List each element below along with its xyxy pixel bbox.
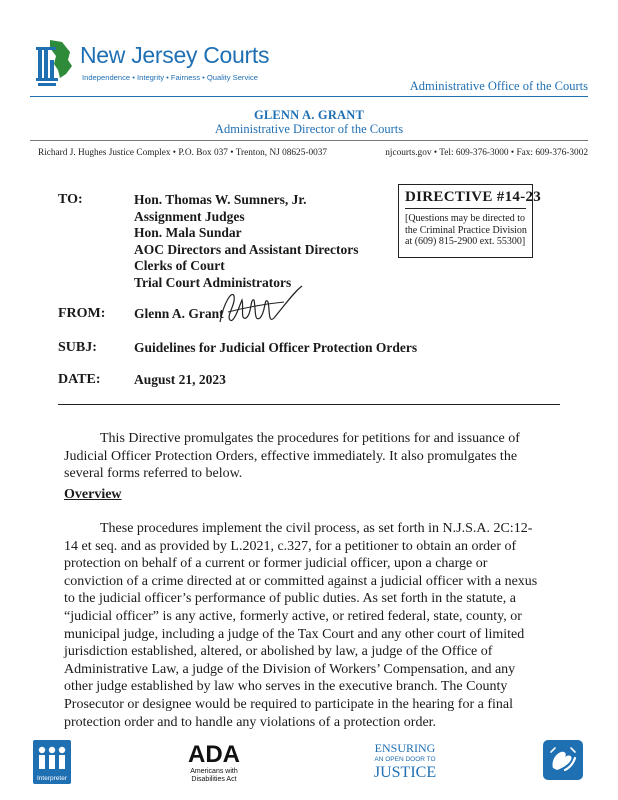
text-line: These procedures implement the civil process, as set forth in N.J.S.A. 2C:12-	[100, 521, 533, 536]
director-title: Administrative Director of the Courts	[214, 122, 404, 136]
note-line: the Criminal Practice Division	[405, 224, 527, 236]
text-line: protection order and to handle any violations of a protection order.	[64, 714, 437, 730]
intro-paragraph	[64, 430, 556, 483]
justice-line-2: AN OPEN DOOR TO	[374, 756, 436, 763]
text-line: protection on behalf of a current or former judicial officer, upon a charge or	[64, 556, 488, 572]
to-recipients	[134, 192, 358, 291]
office-name: Administrative Office of the Courts	[409, 79, 588, 93]
recipient: Trial Court Administrators	[134, 274, 292, 290]
director-name: GLENN A. GRANT	[253, 108, 365, 122]
text-line: This Directive promulgates the procedures for petitions for and issuance of	[100, 431, 520, 446]
text-line: municipal judge, including a judge of the Tax Court and any other court of limited	[64, 626, 525, 642]
text-line: conviction of a crime directed at or committed against a judicial officer with a nexus	[64, 573, 538, 589]
recipient: Assignment Judges	[134, 208, 245, 224]
org-tagline: Independence • Integrity • Fairness • Quality Service	[82, 73, 258, 82]
interpreter-icon	[33, 740, 71, 784]
directive-number: DIRECTIVE #14-23	[405, 189, 526, 209]
directive-contact-note	[405, 213, 526, 248]
from-value: Glenn A. Grant	[134, 306, 224, 321]
text-line: Judicial Officer Protection Orders, effective immediately. It also promulgates the	[64, 448, 518, 464]
recipient: Hon. Thomas W. Sumners, Jr.	[134, 192, 307, 207]
text-line: 14 et seq. and as provided by L.2021, c.327, for a petitioner to obtain an order of	[64, 538, 517, 554]
note-line: at (609) 815-2900 ext. 55300]	[405, 236, 526, 247]
sign-language-icon	[543, 740, 583, 780]
interpreter-label: Interpreter	[37, 775, 67, 782]
ada-subtitle-2: Disabilities Act	[191, 776, 237, 783]
recipient: Clerks of Court	[134, 258, 225, 273]
recipient: Hon. Mala Sundar	[134, 225, 242, 240]
subj-label: SUBJ:	[58, 340, 97, 355]
justice-line-1: ENSURING	[374, 741, 436, 755]
open-door-to-justice-logo	[368, 740, 442, 784]
subject: Guidelines for Judicial Officer Protection Orders	[134, 340, 418, 355]
text-line: “judicial officer” is any active, formerly active, or retired federal, state, county, or	[64, 608, 522, 624]
ada-logo	[184, 740, 244, 786]
text-line: several forms referred to below.	[64, 466, 243, 482]
memo-divider	[58, 404, 560, 405]
mailing-address: Richard J. Hughes Justice Complex • P.O. Box 037 • Trenton, NJ 08625-0037	[38, 148, 328, 158]
justice-line-3: JUSTICE	[373, 764, 437, 781]
overview-paragraph	[64, 520, 556, 731]
text-line: jurisdiction established, altered, or abolished by law, a judge of the Office of	[64, 644, 493, 660]
recipient: AOC Directors and Assistant Directors	[134, 241, 359, 257]
directive-box	[398, 184, 542, 258]
address-divider	[30, 140, 588, 141]
text-line: Prosecutor or designee would be required to participate in the hearing for a final	[64, 696, 514, 712]
text-line: to the judicial officer’s performance of public duties. As set forth in the statute, a	[64, 591, 517, 607]
nj-courts-logo-icon	[36, 38, 80, 88]
date-label: DATE:	[58, 372, 101, 387]
text-line: Administrative Law, a judge of the Division of Workers’ Compensation, and any	[64, 661, 516, 677]
ada-title: ADA	[188, 741, 240, 768]
text-line: other judge established by law who serves in the executive branch. The County	[64, 679, 508, 695]
contact-info: njcourts.gov • Tel: 609-376-3000 • Fax: 609-376-3002	[385, 148, 588, 158]
overview-heading: Overview	[64, 487, 122, 502]
date: August 21, 2023	[134, 372, 226, 387]
from-label: FROM:	[58, 306, 106, 321]
header-divider	[30, 96, 588, 97]
note-line: [Questions may be directed to	[405, 213, 525, 224]
org-name: New Jersey Courts	[80, 42, 270, 68]
signature-image	[214, 282, 304, 332]
ada-subtitle-1: Americans with	[190, 768, 238, 775]
to-label: TO:	[58, 192, 83, 207]
